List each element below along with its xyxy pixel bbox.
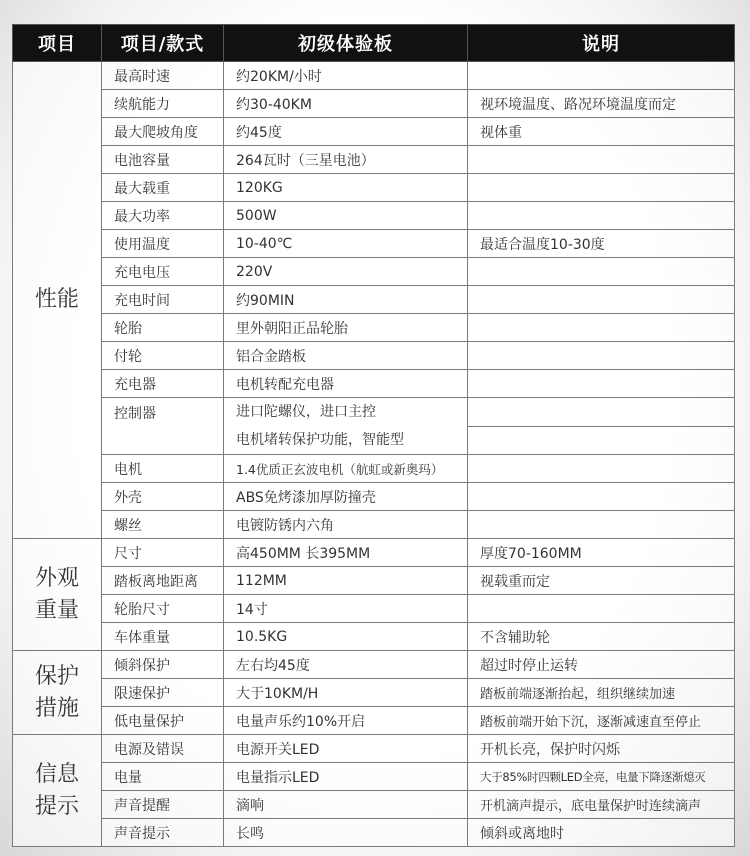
- row-item: 使用温度: [102, 230, 224, 258]
- row-note: 视载重而定: [468, 567, 735, 595]
- row-value: 高450MM 长395MM: [224, 539, 468, 567]
- row-note: 视环境温度、路况环境温度而定: [468, 90, 735, 118]
- row-note: [468, 258, 735, 286]
- table-row: [13, 258, 735, 286]
- row-value: 500W: [224, 202, 468, 230]
- row-value: 112MM: [224, 567, 468, 595]
- row-item: 踏板离地距离: [102, 567, 224, 595]
- table-row: [13, 595, 735, 623]
- row-item: 最大爬坡角度: [102, 118, 224, 146]
- row-item: 最大功率: [102, 202, 224, 230]
- row-value: 1.4优质正玄波电机（航虹或新奥玛）: [224, 455, 468, 483]
- spec-table: [12, 24, 735, 847]
- table-row: [13, 791, 735, 819]
- header-item: 项目: [13, 25, 102, 62]
- row-note: [468, 62, 735, 90]
- header-notes: 说明: [468, 25, 735, 62]
- row-value: 约90MIN: [224, 286, 468, 314]
- row-item: 控制器: [102, 398, 224, 455]
- table-row: [13, 118, 735, 146]
- row-item: 续航能力: [102, 90, 224, 118]
- row-value: 10-40℃: [224, 230, 468, 258]
- table-row: [13, 146, 735, 174]
- row-value: 长鸣: [224, 819, 468, 847]
- row-value: 电量指示LED: [224, 763, 468, 791]
- row-item: 充电时间: [102, 286, 224, 314]
- table-row: [13, 567, 735, 595]
- table-row: [13, 819, 735, 847]
- row-note: 厚度70-160MM: [468, 539, 735, 567]
- group-appearance-weight: 外观 重量: [13, 539, 102, 651]
- row-value: 里外朝阳正品轮胎: [224, 314, 468, 342]
- header-row: [13, 25, 735, 62]
- row-value: 电源开关LED: [224, 735, 468, 763]
- row-value-line: 电机堵转保护功能，智能型: [236, 432, 404, 448]
- row-note: [468, 314, 735, 342]
- header-item-style: 项目/款式: [102, 25, 224, 62]
- row-value: 220V: [224, 258, 468, 286]
- table-row: [13, 230, 735, 258]
- row-item: 电源及错误: [102, 735, 224, 763]
- group-info: 信息 提示: [13, 735, 102, 847]
- row-note: 开机长亮，保护时闪烁: [468, 735, 735, 763]
- row-note: [468, 286, 735, 314]
- row-item: 最高时速: [102, 62, 224, 90]
- row-item: 轮胎: [102, 314, 224, 342]
- table-row: [13, 174, 735, 202]
- row-note: [468, 342, 735, 370]
- row-note: [468, 511, 735, 539]
- row-item: 电量: [102, 763, 224, 791]
- row-note: 最适合温度10-30度: [468, 230, 735, 258]
- row-item: 付轮: [102, 342, 224, 370]
- row-value: 约30-40KM: [224, 90, 468, 118]
- row-note: [468, 398, 735, 455]
- row-note: [468, 455, 735, 483]
- table-row: [13, 90, 735, 118]
- row-value: 约45度: [224, 118, 468, 146]
- group-performance: 性能: [13, 62, 102, 539]
- row-note: 开机滴声提示，底电量保护时连续滴声: [468, 791, 735, 819]
- row-note: [468, 202, 735, 230]
- row-value-line: 进口陀螺仪，进口主控: [236, 404, 376, 420]
- group-protection: 保护 措施: [13, 651, 102, 735]
- table-row: [13, 679, 735, 707]
- row-value: 14寸: [224, 595, 468, 623]
- row-value: [224, 398, 468, 455]
- row-item: 限速保护: [102, 679, 224, 707]
- row-item: 电机: [102, 455, 224, 483]
- row-value: 左右均45度: [224, 651, 468, 679]
- row-value: 电机转配充电器: [224, 370, 468, 398]
- row-item: 充电器: [102, 370, 224, 398]
- row-value: ABS免烤漆加厚防撞壳: [224, 483, 468, 511]
- row-value: 大于10KM/H: [224, 679, 468, 707]
- header-basic-board: 初级体验板: [224, 25, 468, 62]
- row-item: 电池容量: [102, 146, 224, 174]
- row-item: 车体重量: [102, 623, 224, 651]
- row-note: 超过时停止运转: [468, 651, 735, 679]
- table-row: [13, 314, 735, 342]
- row-note: [468, 595, 735, 623]
- row-item: 充电电压: [102, 258, 224, 286]
- row-note: 踏板前端逐渐抬起，组织继续加速: [468, 679, 735, 707]
- row-value: 264瓦时（三星电池）: [224, 146, 468, 174]
- row-note: 倾斜或离地时: [468, 819, 735, 847]
- table-row: [13, 202, 735, 230]
- row-item: 轮胎尺寸: [102, 595, 224, 623]
- table-row: [13, 455, 735, 483]
- row-item: 声音提醒: [102, 791, 224, 819]
- table-row: [13, 342, 735, 370]
- row-note: 大于85%时四颗LED全亮，电量下降逐渐熄灭: [468, 763, 735, 791]
- row-item: 最大载重: [102, 174, 224, 202]
- table-row: [13, 398, 735, 455]
- table-row: [13, 511, 735, 539]
- row-value: 120KG: [224, 174, 468, 202]
- row-note: [468, 370, 735, 398]
- row-value: 电量声乐约10%开启: [224, 707, 468, 735]
- row-note: [468, 146, 735, 174]
- row-item: 尺寸: [102, 539, 224, 567]
- table-row: [13, 763, 735, 791]
- row-item: 螺丝: [102, 511, 224, 539]
- row-value: 电镀防锈内六角: [224, 511, 468, 539]
- table-row: [13, 735, 735, 763]
- table-row: [13, 651, 735, 679]
- row-note: [468, 483, 735, 511]
- row-note: 视体重: [468, 118, 735, 146]
- row-note-line: [468, 398, 734, 427]
- row-value: 约20KM/小时: [224, 62, 468, 90]
- row-item: 倾斜保护: [102, 651, 224, 679]
- row-note: [468, 174, 735, 202]
- row-item: 低电量保护: [102, 707, 224, 735]
- row-item: 外壳: [102, 483, 224, 511]
- row-note-line: [468, 427, 734, 454]
- table-row: [13, 623, 735, 651]
- row-value: 10.5KG: [224, 623, 468, 651]
- table-row: [13, 370, 735, 398]
- row-value: 铝合金踏板: [224, 342, 468, 370]
- row-note: 踏板前端开始下沉，逐渐减速直至停止: [468, 707, 735, 735]
- row-note: 不含辅助轮: [468, 623, 735, 651]
- table-row: [13, 286, 735, 314]
- table-row: [13, 539, 735, 567]
- row-value: 滴响: [224, 791, 468, 819]
- table-row: [13, 707, 735, 735]
- row-item: 声音提示: [102, 819, 224, 847]
- table-row: [13, 62, 735, 90]
- table-row: [13, 483, 735, 511]
